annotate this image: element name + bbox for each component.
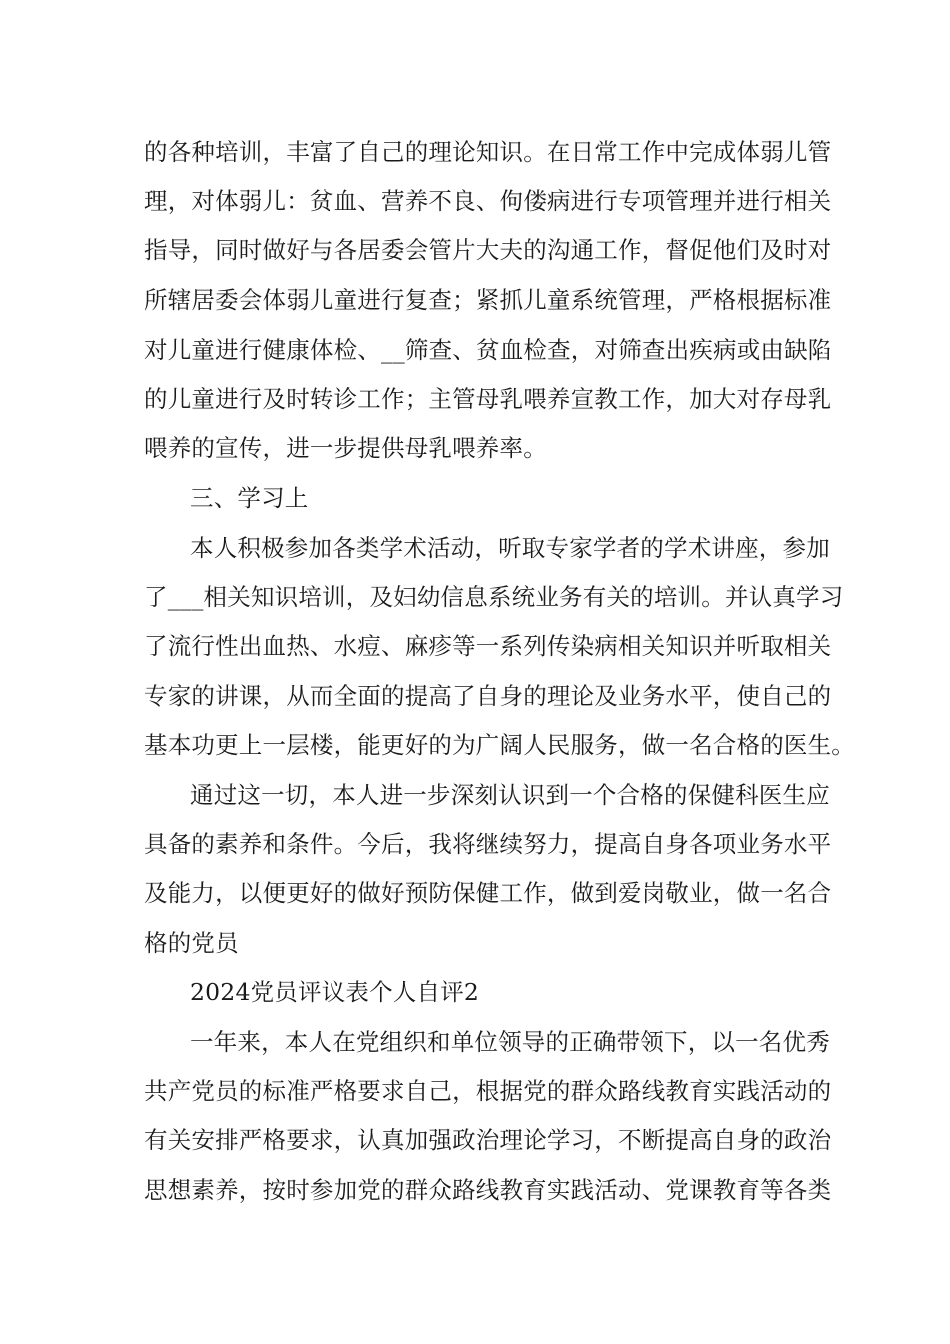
text-line: 所辖居委会体弱儿童进行复查；紧抓儿童系统管理，严格根据标准 bbox=[144, 286, 832, 314]
section-title: 2024党员评议表个人自评2 bbox=[190, 978, 480, 1006]
text-line: 思想素养，按时参加党的群众路线教育实践活动、党课教育等各类 bbox=[144, 1176, 832, 1204]
text-line: 通过这一切，本人进一步深刻认识到一个合格的保健科医生应 bbox=[190, 781, 830, 809]
text-line: 了___相关知识培训，及妇幼信息系统业务有关的培训。并认真学习 bbox=[144, 583, 844, 611]
text-line: 指导，同时做好与各居委会管片大夫的沟通工作，督促他们及时对 bbox=[144, 236, 832, 264]
text-line: 共产党员的标准严格要求自己，根据党的群众路线教育实践活动的 bbox=[144, 1077, 832, 1105]
text-line: 一年来，本人在党组织和单位领导的正确带领下，以一名优秀 bbox=[190, 1028, 830, 1056]
text-line: 本人积极参加各类学术活动，听取专家学者的学术讲座，参加 bbox=[190, 534, 830, 562]
text-line: 格的党员 bbox=[144, 929, 239, 957]
text-line: 理，对体弱儿：贫血、营养不良、佝偻病进行专项管理并进行相关 bbox=[144, 187, 832, 215]
text-line: 喂养的宣传，进一步提供母乳喂养率。 bbox=[144, 434, 547, 462]
text-line: 具备的素养和条件。今后，我将继续努力，提高自身各项业务水平 bbox=[144, 830, 832, 858]
text-line: 专家的讲课，从而全面的提高了自身的理论及业务水平，使自己的 bbox=[144, 682, 832, 710]
text-line: 对儿童进行健康体检、__筛查、贫血检查，对筛查出疾病或由缺陷 bbox=[144, 336, 832, 364]
text-line: 及能力，以便更好的做好预防保健工作，做到爱岗敬业，做一名合 bbox=[144, 879, 832, 907]
text-line: 有关安排严格要求，认真加强政治理论学习，不断提高自身的政治 bbox=[144, 1126, 832, 1154]
text-line: 的儿童进行及时转诊工作；主管母乳喂养宣教工作，加大对存母乳 bbox=[144, 385, 832, 413]
text-line: 的各种培训，丰富了自己的理论知识。在日常工作中完成体弱儿管 bbox=[144, 138, 832, 166]
text-line: 基本功更上一层楼，能更好的为广阔人民服务，做一名合格的医生。 bbox=[144, 731, 855, 759]
section-heading: 三、学习上 bbox=[190, 484, 309, 512]
text-line: 了流行性出血热、水痘、麻疹等一系列传染病相关知识并听取相关 bbox=[144, 632, 832, 660]
